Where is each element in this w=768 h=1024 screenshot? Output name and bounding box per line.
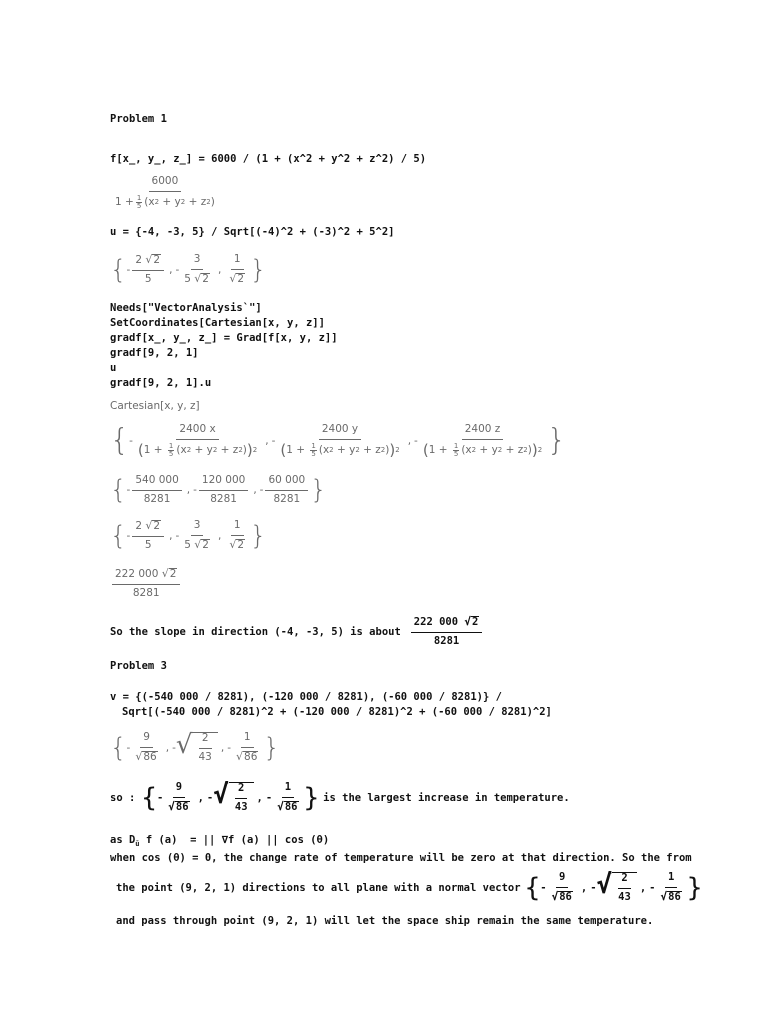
gv-comp-3 [265, 475, 308, 505]
v2-den: 43 [198, 750, 212, 763]
dot-fraction [112, 568, 180, 599]
slope-num-rad: 2 [472, 616, 479, 628]
sqrt-symbol: √ [229, 271, 237, 285]
u1-den: 5 [144, 272, 152, 285]
input-f-definition[interactable]: f[x_, y_, z_] = 6000 / (1 + (x^2 + y^2 + z^2) / 5) [110, 153, 427, 165]
u-comp-1 [132, 254, 164, 285]
u3-num: 1 [231, 520, 244, 536]
nv-comp-2 [597, 872, 637, 903]
open-brace: { [110, 732, 127, 763]
sqrt-symbol: √ [194, 537, 202, 551]
minus-sign: - [259, 484, 264, 497]
den-x: (x [318, 443, 330, 456]
minus-sign: - [649, 881, 656, 894]
u2-den-rad: 2 [202, 272, 209, 285]
gv2-num: 120 000 [199, 475, 248, 491]
f-den-close: ) [210, 195, 215, 208]
u2-den-coef: 5 [184, 538, 195, 551]
v3-num: 1 [241, 732, 254, 748]
sqrt-symbol: √ [551, 889, 559, 903]
minus-sign: - [172, 741, 176, 754]
exp: 2 [252, 445, 258, 454]
problem-1-heading: Problem 1 [110, 113, 167, 125]
sqrt-symbol: √ [660, 889, 668, 903]
u-comp-2 [181, 254, 213, 285]
open-brace: { [110, 520, 127, 551]
slope-text-line [110, 616, 484, 647]
gv1-den: 8281 [143, 492, 171, 505]
slope-num-coef: 222 000 [413, 616, 465, 628]
u2-num: 3 [191, 520, 204, 536]
when-cos-line: when cos (θ) = 0, the change rate of temperature will be zero at that direction. So the from [110, 852, 692, 864]
so-comp-2 [213, 782, 253, 813]
pass-through-line: and pass through point (9, 2, 1) will let the space ship remain the same temperature. [116, 915, 654, 927]
f-fraction [112, 176, 218, 210]
dir-text-b: f (a) = || [139, 834, 222, 846]
f-den-z: + z [185, 195, 207, 208]
den-one: 1 + [286, 443, 309, 456]
open-brace: { [110, 254, 127, 285]
close-brace: } [250, 254, 267, 285]
input-v-definition[interactable] [110, 690, 552, 720]
minus-sign: - [126, 263, 131, 276]
den-close: ) [242, 443, 247, 456]
output-cartesian: Cartesian[x, y, z] [110, 400, 200, 412]
u1-num-coef: 2 [135, 254, 146, 266]
u1-num-rad: 2 [153, 254, 161, 266]
open-brace: { [141, 782, 157, 813]
problem-3-heading: Problem 3 [110, 660, 167, 672]
v1-den-rad: 86 [143, 750, 157, 763]
f-den-x-exp: 2 [154, 197, 160, 206]
dir-text-a: as D [110, 834, 136, 846]
nv2-den: 43 [618, 890, 631, 903]
sqrt-symbol: √ [194, 271, 202, 285]
u-comp-3 [226, 520, 248, 551]
so-label: so : [110, 791, 136, 804]
minus-sign: - [227, 741, 231, 754]
input-gradient-cell[interactable] [110, 301, 338, 391]
dot-num-rad: 2 [169, 568, 177, 580]
input-line-setcoords: SetCoordinates[Cartesian[x, y, z]] [110, 317, 325, 329]
f-den-x: (x [144, 195, 155, 208]
fifth-num: 1 [311, 441, 316, 450]
exp: 2 [471, 445, 477, 454]
exp: 2 [380, 445, 386, 454]
v3-den-rad: 86 [244, 750, 258, 763]
close-brace: } [250, 520, 267, 551]
u3-den-rad: 2 [237, 538, 245, 551]
v-comp-3 [233, 732, 261, 763]
exp: 2 [329, 445, 334, 454]
exp: 2 [212, 445, 218, 454]
so1-num: 9 [173, 782, 185, 798]
minus-sign: - [271, 435, 276, 448]
sqrt-symbol: √ [145, 253, 153, 266]
output-gradient-values: { - $\frac{540 000}{8281}$ , - $\frac{120 000}{8281}$ , - $\frac{60 000}{8281}$ } [110, 474, 327, 506]
fifth-den: 5 [168, 449, 174, 458]
open-brace: { [110, 475, 127, 506]
nv1-num: 9 [556, 872, 568, 888]
dir-subscript: ū [135, 840, 140, 849]
fifth-num: 1 [136, 193, 142, 202]
u2-den-coef: 5 [184, 272, 195, 285]
den-one: 1 + [143, 443, 166, 456]
f-den-y-exp: 2 [180, 197, 186, 206]
exp: 2 [238, 445, 243, 454]
gv2-den: 8281 [210, 492, 237, 505]
input-v-line-2: Sqrt[(-540 000 / 8281)^2 + (-120 000 / 8281)^2 + (-60 000 / 8281)^2] [122, 706, 552, 718]
so-comp-1 [165, 782, 192, 813]
den-one: 1 + [428, 443, 451, 456]
sqrt-symbol: √ [235, 749, 244, 763]
f-den-y: + y [159, 195, 181, 208]
minus-sign: - [126, 529, 131, 542]
sqrt-symbol: √ [135, 749, 143, 763]
output-v: { - 9 √ 86 , - √ $\frac{2}{43}$ , - 1 √ 86 } [110, 730, 280, 763]
gv-comp-1 [132, 475, 181, 505]
grad-comp-y: 2400 y ( 1 + $\frac{1}{5}$ (x 2 + y 2 + z 2 ) ) 2 [280, 423, 400, 459]
den-y: + y [476, 443, 498, 456]
minus-sign: - [414, 435, 418, 448]
nv-comp-3 [657, 872, 684, 903]
v1-num: 9 [140, 732, 153, 748]
f-den-one: 1 + [115, 195, 134, 208]
nv3-num: 1 [665, 872, 677, 888]
grad-comp-x: 2400 x ( 1 + $\frac{1}{5}$ (x 2 + y 2 + z 2 ) ) 2 [137, 423, 258, 459]
slope-fraction [411, 616, 483, 647]
u-comp-2 [181, 520, 213, 551]
gv-comp-2 [199, 475, 248, 505]
close-brace: } [547, 423, 567, 459]
sqrt-symbol: √ [175, 730, 193, 760]
u-comp-1 [132, 520, 164, 551]
sqrt-symbol: √ [168, 799, 175, 813]
so3-num: 1 [282, 782, 294, 798]
gv3-den: 8281 [273, 492, 301, 505]
sqrt-symbol: √ [161, 567, 169, 580]
dot-den: 8281 [132, 586, 160, 599]
minus-sign: - [206, 791, 214, 804]
u1-num-rad: 2 [153, 520, 161, 532]
minus-sign: - [193, 484, 197, 497]
dir-text-c: f (a) || cos (θ) [228, 834, 330, 846]
gv1-num: 540 000 [132, 475, 181, 491]
f-numerator: 6000 [149, 176, 182, 192]
exp: 2 [355, 445, 360, 454]
minus-sign: - [175, 529, 180, 542]
f-den-z-exp: 2 [206, 197, 211, 206]
point-text: the point (9, 2, 1) directions to all plane with a normal vector [116, 881, 521, 894]
den-x: (x [461, 443, 472, 456]
output-dot-product [110, 568, 182, 599]
fifth-num: 1 [453, 441, 459, 450]
fifth-den: 5 [136, 201, 142, 210]
f-den-fifth [136, 195, 142, 211]
minus-sign: - [540, 881, 547, 894]
f-denominator [112, 192, 218, 211]
exp: 2 [186, 445, 192, 454]
nv-comp-1 [549, 872, 576, 903]
grad-num-y: 2400 y [319, 424, 361, 440]
minus-sign: - [126, 741, 131, 754]
exp: 2 [395, 445, 400, 454]
input-line-gradf-eval: gradf[9, 2, 1] [110, 347, 199, 359]
grad-num-x: 2400 x [176, 424, 218, 440]
den-close: ) [527, 443, 532, 456]
minus-sign: - [590, 881, 597, 894]
close-brace: } [263, 732, 280, 763]
den-z: + z [502, 443, 524, 456]
input-line-needs: Needs["VectorAnalysis`"] [110, 302, 262, 314]
sqrt-symbol: √ [213, 780, 229, 810]
minus-sign: - [129, 435, 133, 448]
slope-text: So the slope in direction (-4, -3, 5) is about [110, 625, 401, 638]
exp: 2 [497, 445, 503, 454]
slope-den: 8281 [433, 634, 460, 647]
sqrt-symbol: √ [277, 799, 284, 813]
fifth-den: 5 [311, 449, 316, 458]
gv3-num: 60 000 [265, 475, 308, 491]
open-brace: { [110, 423, 130, 459]
den-x: (x [176, 443, 187, 456]
u1-num-coef: 2 [135, 520, 146, 532]
fifth-num: 1 [168, 441, 174, 450]
den-z: + z [217, 443, 239, 456]
input-v-line-1: v = {(-540 000 / 8281), (-120 000 / 8281), (-60 000 / 8281)} / [110, 691, 502, 703]
exp: 2 [537, 445, 543, 454]
output-u: { - 2 √ 2 5 , - 3 5 √ 2 , 1 √ 2 } [110, 253, 267, 285]
den-z: + z [359, 443, 381, 456]
largest-increase-line: so : { - 9 √ 86 , - √ $\frac{2}{43}$ , - 1 √ 86 } is the largest increase in temperature. [110, 780, 570, 813]
output-f [110, 176, 220, 210]
nv3-den-rad: 86 [668, 890, 681, 903]
so2-den: 43 [234, 800, 248, 813]
nv1-den-rad: 86 [559, 890, 572, 903]
sqrt-symbol: √ [596, 870, 613, 900]
sqrt-symbol: √ [464, 615, 472, 628]
close-brace: } [686, 872, 703, 903]
so3-den-rad: 86 [284, 800, 298, 813]
largest-text: is the largest increase in temperature. [323, 791, 570, 804]
close-brace: } [310, 475, 327, 506]
den-close: ) [385, 443, 390, 456]
v2-num: 2 [199, 733, 212, 749]
dot-num-coef: 222 000 [115, 568, 162, 580]
v-comp-1 [132, 732, 160, 763]
u2-num: 3 [191, 254, 204, 270]
nabla-icon: ∇ [221, 834, 229, 846]
nv2-num: 2 [618, 873, 630, 889]
minus-sign: - [126, 484, 131, 497]
sqrt-symbol: √ [145, 519, 153, 532]
directional-derivative-line [110, 834, 329, 848]
open-brace: { [524, 872, 541, 903]
minus-sign: - [265, 791, 273, 804]
so2-num: 2 [235, 783, 247, 799]
u2-den-rad: 2 [202, 538, 209, 551]
u3-den-rad: 2 [237, 272, 245, 285]
den-y: + y [191, 443, 213, 456]
den-y: + y [333, 443, 356, 456]
exp: 2 [523, 445, 528, 454]
u3-num: 1 [231, 254, 244, 270]
so1-den-rad: 86 [175, 800, 189, 813]
input-u-definition[interactable]: u = {-4, -3, 5} / Sqrt[(-4)^2 + (-3)^2 + 5^2] [110, 226, 395, 238]
sqrt-symbol: √ [229, 537, 237, 551]
grad-num-z: 2400 z [462, 424, 504, 440]
fifth-den: 5 [453, 449, 459, 458]
output-u-repeat: { - 2 √ 2 5 , - 3 5 √ 2 , 1 √ 2 } [110, 519, 267, 551]
normal-vector-line: the point (9, 2, 1) directions to all plane with a normal vector { - 9 √ 86 , - √ $\frac{2}{43}$ , - 1 √ 86 } [116, 870, 703, 903]
output-gradient: { - 2400 x ( 1 + $\frac{1}{5}$ (x 2 + y 2 + z 2 ) ) 2 , - 2400 y ( 1 + $\frac{1}{5}$ (x 2 + y 2 + z 2 ) ) 2 , - 2400 z ( 1 + $\frac{1}{5}$ (x 2 + y 2 + z 2 ) ) 2 } [110, 423, 567, 459]
v-comp-2 [176, 732, 218, 763]
close-brace: } [303, 782, 320, 813]
input-line-dot: gradf[9, 2, 1].u [110, 377, 212, 389]
input-line-u: u [110, 362, 117, 374]
u1-den: 5 [144, 538, 152, 551]
minus-sign: - [175, 263, 180, 276]
input-line-gradf-def: gradf[x_, y_, z_] = Grad[f[x, y, z]] [110, 332, 338, 344]
so-comp-3 [274, 782, 301, 813]
minus-sign: - [156, 791, 164, 804]
u-comp-3 [226, 254, 248, 285]
grad-comp-z: 2400 z ( 1 + $\frac{1}{5}$ (x 2 + y 2 + z 2 ) ) 2 [422, 423, 543, 459]
